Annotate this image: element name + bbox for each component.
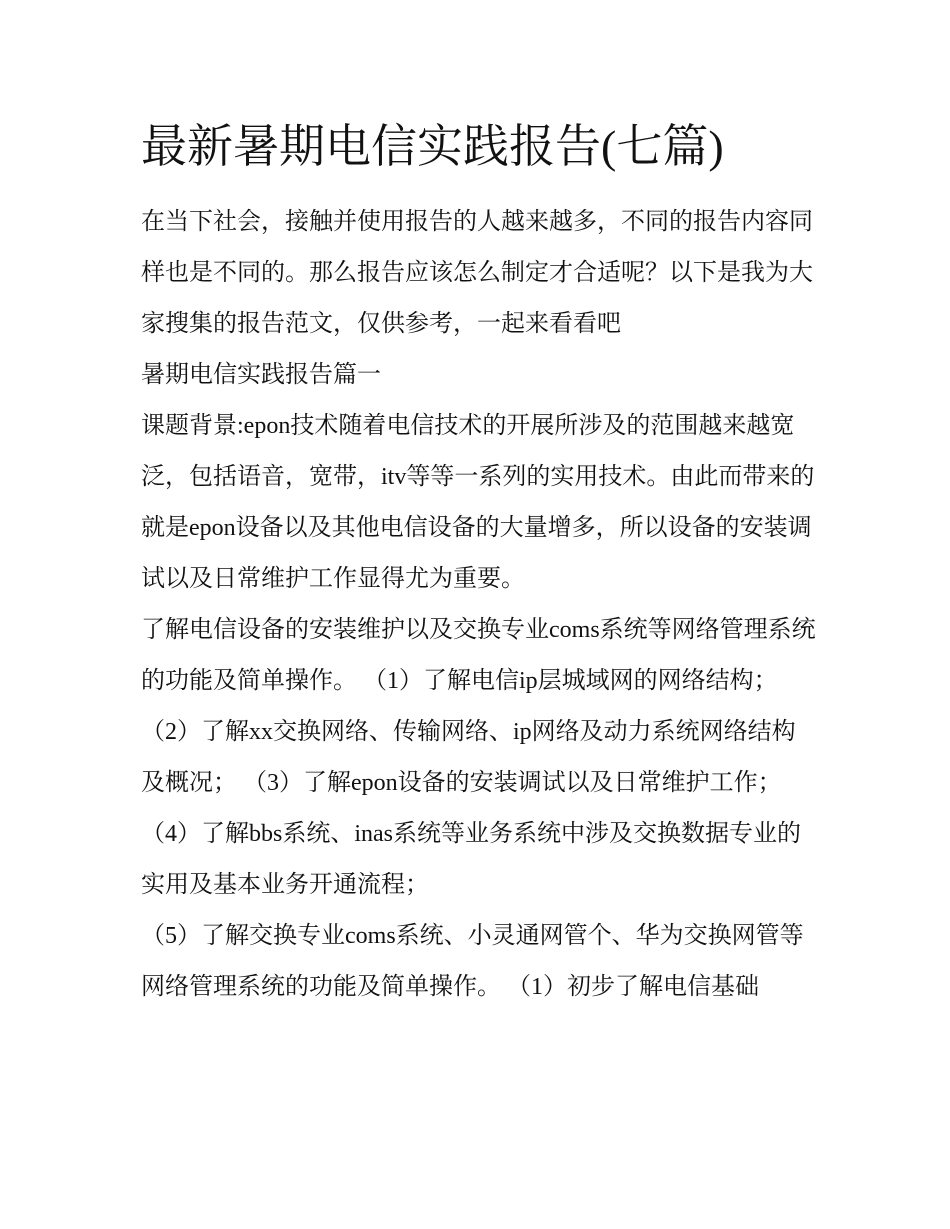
objective-item-2: （2）了解xx交换网络、传输网络、ip网络及动力系统网络结构及概况； （3）了解epon设备的安装调试以及日常维护工作； — [141, 719, 796, 796]
section-heading: 暑期电信实践报告篇一 — [141, 362, 381, 388]
intro-paragraph: 在当下社会，接触并使用报告的人越来越多，不同的报告内容同样也是不同的。那么报告应该怎么制定才合适呢？以下是我为大家搜集的报告范文，仅供参考，一起来看看吧 — [141, 209, 813, 337]
objective-item-5: （5）了解交换专业coms系统、小灵通网管个、华为交换网管等网络管理系统的功能及简单操作。 （1）初步了解电信基础 — [141, 923, 804, 1000]
document-title: 最新暑期电信实践报告(七篇) — [141, 121, 724, 172]
objective-paragraph: 了解电信设备的安装维护以及交换专业coms系统等网络管理系统的功能及简单操作。 （1）了解电信ip层城域网的网络结构； — [141, 617, 816, 694]
objective-item-4: （4）了解bbs系统、inas系统等业务系统中涉及交换数据专业的实用及基本业务开通流程； — [141, 821, 801, 898]
document-body — [141, 197, 816, 1013]
background-paragraph: 课题背景:epon技术随着电信技术的开展所涉及的范围越来越宽泛，包括语音，宽带，itv等等一系列的实用技术。由此而带来的就是epon设备以及其他电信设备的大量增多，所以设备的安装调试以及日常维护工作显得尤为重要。 — [141, 413, 815, 592]
